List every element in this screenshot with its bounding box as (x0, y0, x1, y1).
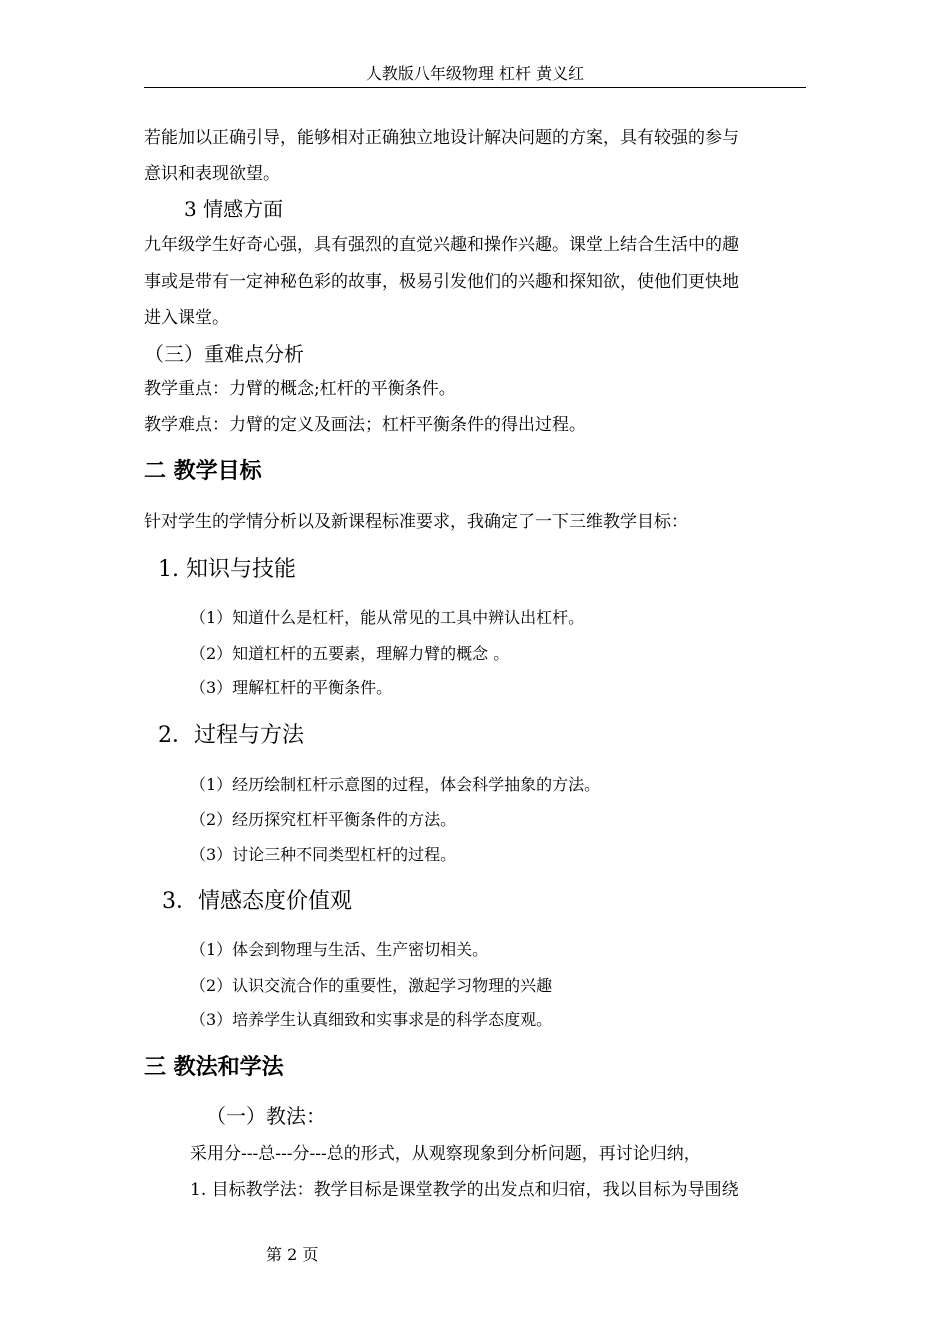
header-divider (144, 87, 806, 88)
list-item: （2）知道杠杆的五要素，理解力臂的概念 。 (190, 644, 510, 663)
list-item: 1. 目标教学法：教学目标是课堂教学的出发点和归宿，我以目标为导围绕 (190, 1180, 739, 1200)
goal-heading-affect: 3．情感态度价值观 (162, 889, 352, 914)
paragraph-line: 意识和表现欲望。 (144, 164, 280, 184)
paragraph-line: 进入课堂。 (144, 308, 229, 328)
section-heading-methods: 三 教法和学法 (144, 1055, 284, 1080)
header-title: 人教版八年级物理 杠杆 黄义红 (365, 64, 585, 83)
list-item: （1）体会到物理与生活、生产密切相关。 (190, 940, 489, 959)
list-item: （1）知道什么是杠杆，能从常见的工具中辨认出杠杆。 (190, 608, 585, 627)
list-item: （3）理解杠杆的平衡条件。 (190, 678, 393, 697)
page-number: 第 2 页 (266, 1245, 319, 1264)
subheading-teaching: （一）教法： (206, 1104, 326, 1128)
paragraph-line: 事或是带有一定神秘色彩的故事，极易引发他们的兴趣和探知欲，使他们更快地 (144, 272, 739, 292)
goal-heading-process: 2．过程与方法 (158, 723, 304, 748)
paragraph-line: 若能加以正确引导，能够相对正确独立地设计解决问题的方案，具有较强的参与 (144, 128, 739, 148)
paragraph-line: 九年级学生好奇心强，具有强烈的直觉兴趣和操作兴趣。课堂上结合生活中的趣 (144, 235, 739, 255)
difficult-point-line: 教学难点：力臂的定义及画法；杠杆平衡条件的得出过程。 (144, 415, 586, 435)
list-item: （3）讨论三种不同类型杠杆的过程。 (190, 845, 457, 864)
list-item: （2）经历探究杠杆平衡条件的方法。 (190, 810, 457, 829)
goal-heading-knowledge: 1. 知识与技能 (158, 557, 296, 582)
list-item: （3）培养学生认真细致和实事求是的科学态度观。 (190, 1010, 553, 1029)
list-item: （2）认识交流合作的重要性，激起学习物理的兴趣 (190, 976, 553, 995)
goals-intro: 针对学生的学情分析以及新课程标准要求，我确定了一下三维教学目标： (144, 512, 688, 532)
subheading-key-points: （三）重难点分析 (144, 342, 304, 366)
paragraph-line: 采用分---总---分---总的形式，从观察现象到分析问题，再讨论归纳， (190, 1144, 701, 1164)
section-heading-goals: 二 教学目标 (144, 459, 262, 484)
key-point-line: 教学重点：力臂的概念;杠杆的平衡条件。 (144, 379, 456, 399)
list-item: （1）经历绘制杠杆示意图的过程，体会科学抽象的方法。 (190, 775, 601, 794)
subheading-affect: 3 情感方面 (184, 197, 284, 221)
